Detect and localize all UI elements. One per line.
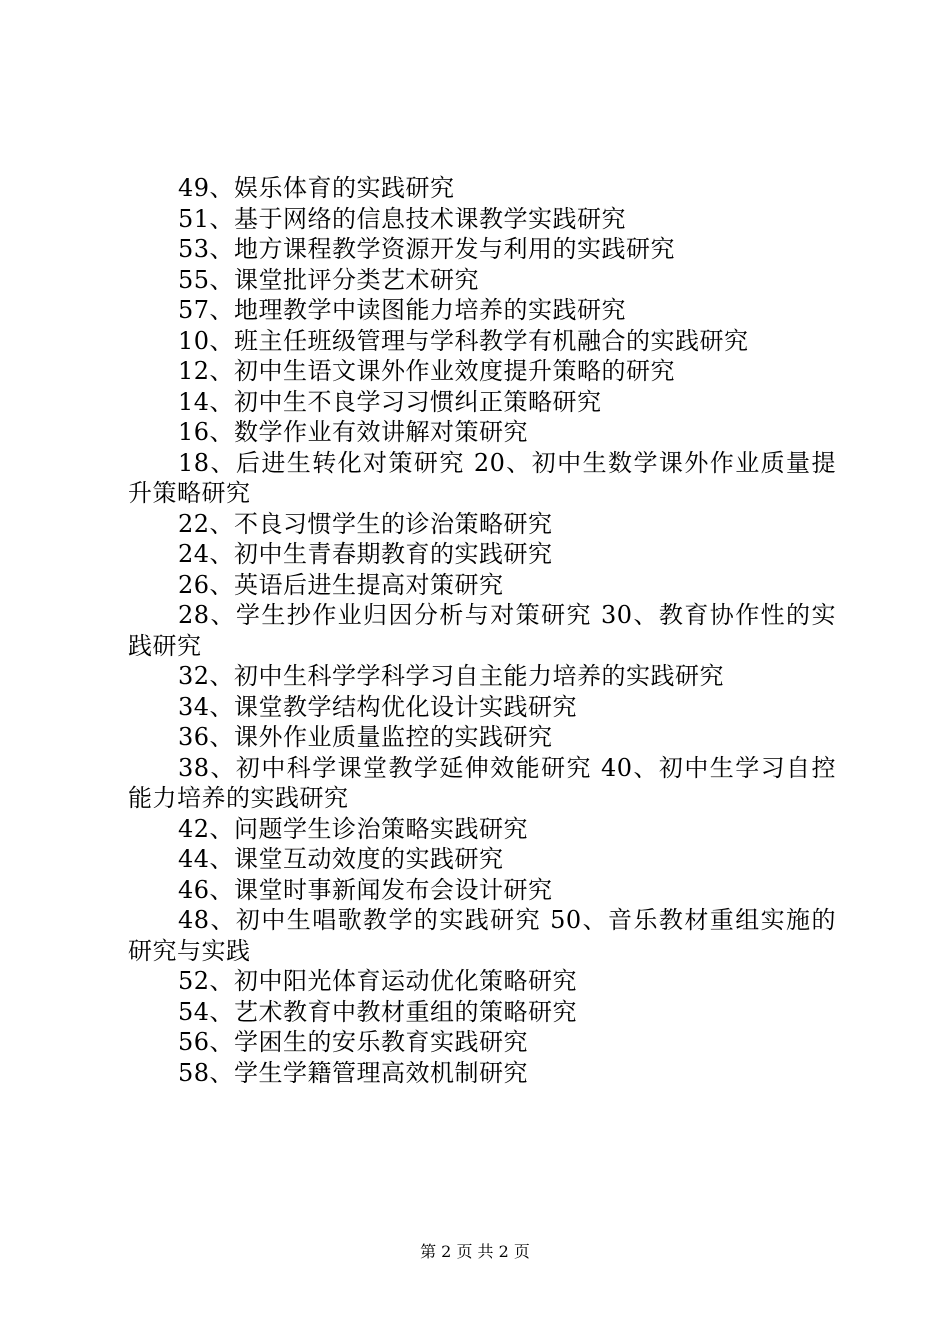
list-item: 26、英语后进生提高对策研究 <box>178 570 504 599</box>
list-item: 51、基于网络的信息技术课教学实践研究 <box>178 204 627 233</box>
list-item: 28、学生抄作业归因分析与对策研究 30、教育协作性的实践研究 <box>128 601 836 660</box>
list-item: 52、初中阳光体育运动优化策略研究 <box>178 967 578 995</box>
list-item: 56、学困生的安乐教育实践研究 <box>178 1028 529 1056</box>
list-item: 24、初中生青春期教育的实践研究 <box>178 540 553 568</box>
list-item: 22、不良习惯学生的诊治策略研究 <box>178 509 553 538</box>
list-item: 32、初中生科学学科学习自主能力培养的实践研究 <box>178 662 725 690</box>
research-topic-list <box>128 173 836 1088</box>
list-item: 54、艺术教育中教材重组的策略研究 <box>178 997 578 1026</box>
list-item: 44、课堂互动效度的实践研究 <box>178 845 504 873</box>
list-item: 42、问题学生诊治策略实践研究 <box>178 814 529 843</box>
list-item: 36、课外作业质量监控的实践研究 <box>178 723 553 751</box>
list-item: 12、初中生语文课外作业效度提升策略的研究 <box>178 357 676 385</box>
list-item: 14、初中生不良学习习惯纠正策略研究 <box>178 387 602 416</box>
list-item: 48、初中生唱歌教学的实践研究 50、音乐教材重组实施的研究与实践 <box>128 906 836 965</box>
page-number-footer: 第 2 页 共 2 页 <box>420 1242 530 1261</box>
list-item: 55、课堂批评分类艺术研究 <box>178 265 480 294</box>
list-item: 58、学生学籍管理高效机制研究 <box>178 1058 529 1087</box>
list-item: 46、课堂时事新闻发布会设计研究 <box>178 875 553 904</box>
list-item: 10、班主任班级管理与学科教学有机融合的实践研究 <box>178 326 749 355</box>
list-item: 53、地方课程教学资源开发与利用的实践研究 <box>178 235 676 263</box>
list-item: 18、后进生转化对策研究 20、初中生数学课外作业质量提升策略研究 <box>128 448 836 507</box>
list-item: 34、课堂教学结构优化设计实践研究 <box>178 692 578 721</box>
list-item: 38、初中科学课堂教学延伸效能研究 40、初中生学习自控能力培养的实践研究 <box>128 753 836 812</box>
list-item: 49、娱乐体育的实践研究 <box>178 174 455 202</box>
list-item: 16、数学作业有效讲解对策研究 <box>178 418 529 446</box>
list-item: 57、地理教学中读图能力培养的实践研究 <box>178 296 627 324</box>
